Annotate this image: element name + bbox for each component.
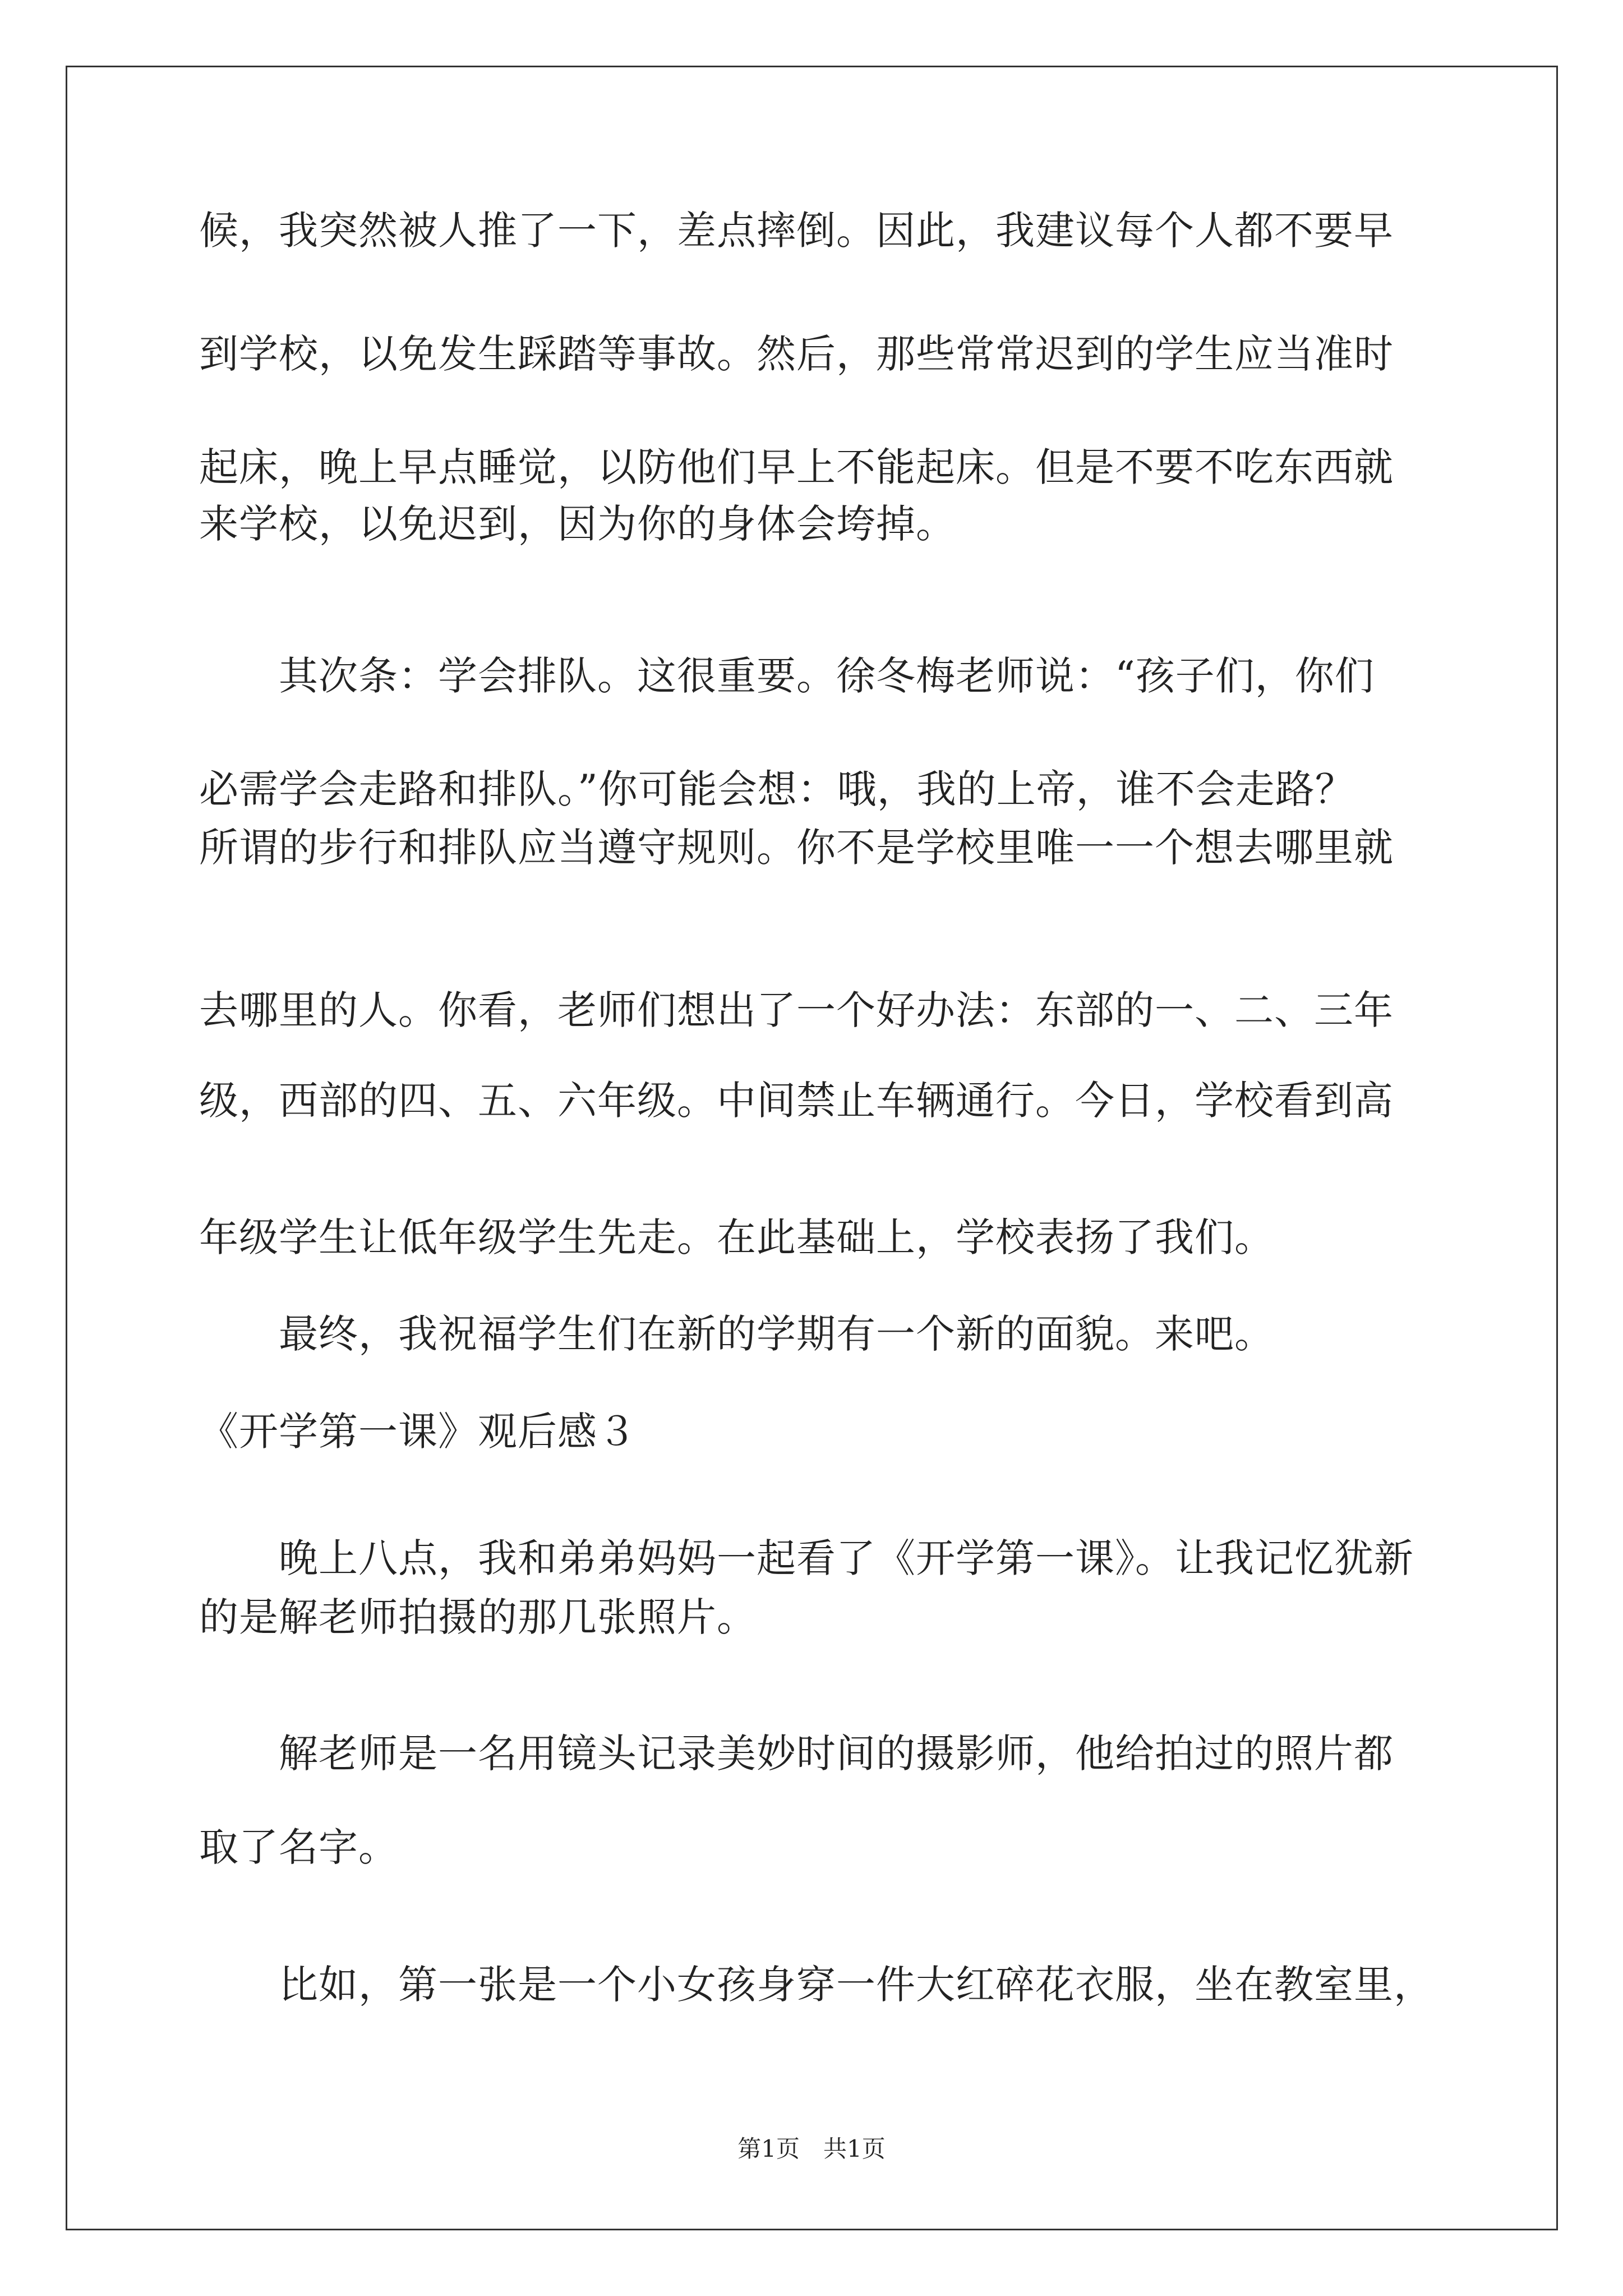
text-line-11: 最终，我祝福学生们在新的学期有一个新的面貌。来吧。 xyxy=(199,1311,1274,1357)
page-footer: 第1页 共1页 xyxy=(737,2135,886,2162)
text-line-16: 取了名字。 xyxy=(199,1824,398,1870)
text-line-9: 级，西部的四、五、六年级。中间禁止车辆通行。今日，学校看到高 xyxy=(199,1078,1394,1124)
page-border xyxy=(66,66,1558,2230)
text-line-4: 来学校，以免迟到，因为你的身体会垮掉。 xyxy=(199,501,956,547)
text-line-6: 必需学会走路和排队。”你可能会想：哦，我的上帝，谁不会走路？ xyxy=(199,766,1355,812)
text-line-15: 解老师是一名用镜头记录美妙时间的摄影师，他给拍过的照片都 xyxy=(199,1731,1394,1777)
section-heading: 《开学第一课》观后感３ xyxy=(199,1409,637,1455)
text-line-5: 其次条：学会排队。这很重要。徐冬梅老师说：“孩子们，你们 xyxy=(199,653,1375,699)
text-line-8: 去哪里的人。你看，老师们想出了一个好办法：东部的一、二、三年 xyxy=(199,987,1394,1033)
text-line-3: 起床，晚上早点睡觉，以防他们早上不能起床。但是不要不吃东西就 xyxy=(199,444,1394,490)
text-line-7: 所谓的步行和排队应当遵守规则。你不是学校里唯一一个想去哪里就 xyxy=(199,825,1394,871)
text-line-10: 年级学生让低年级学生先走。在此基础上，学校表扬了我们。 xyxy=(199,1214,1274,1260)
text-line-14: 的是解老师拍摄的那几张照片。 xyxy=(199,1594,757,1640)
text-line-1: 候，我突然被人推了一下，差点摔倒。因此，我建议每个人都不要早 xyxy=(199,208,1394,254)
text-line-13: 晚上八点，我和弟弟妈妈一起看了《开学第一课》。让我记忆犹新 xyxy=(199,1535,1414,1581)
text-line-2: 到学校，以免发生踩踏等事故。然后，那些常常迟到的学生应当准时 xyxy=(199,331,1394,377)
text-line-17: 比如，第一张是一个小女孩身穿一件大红碎花衣服，坐在教室里， xyxy=(199,1962,1433,2008)
